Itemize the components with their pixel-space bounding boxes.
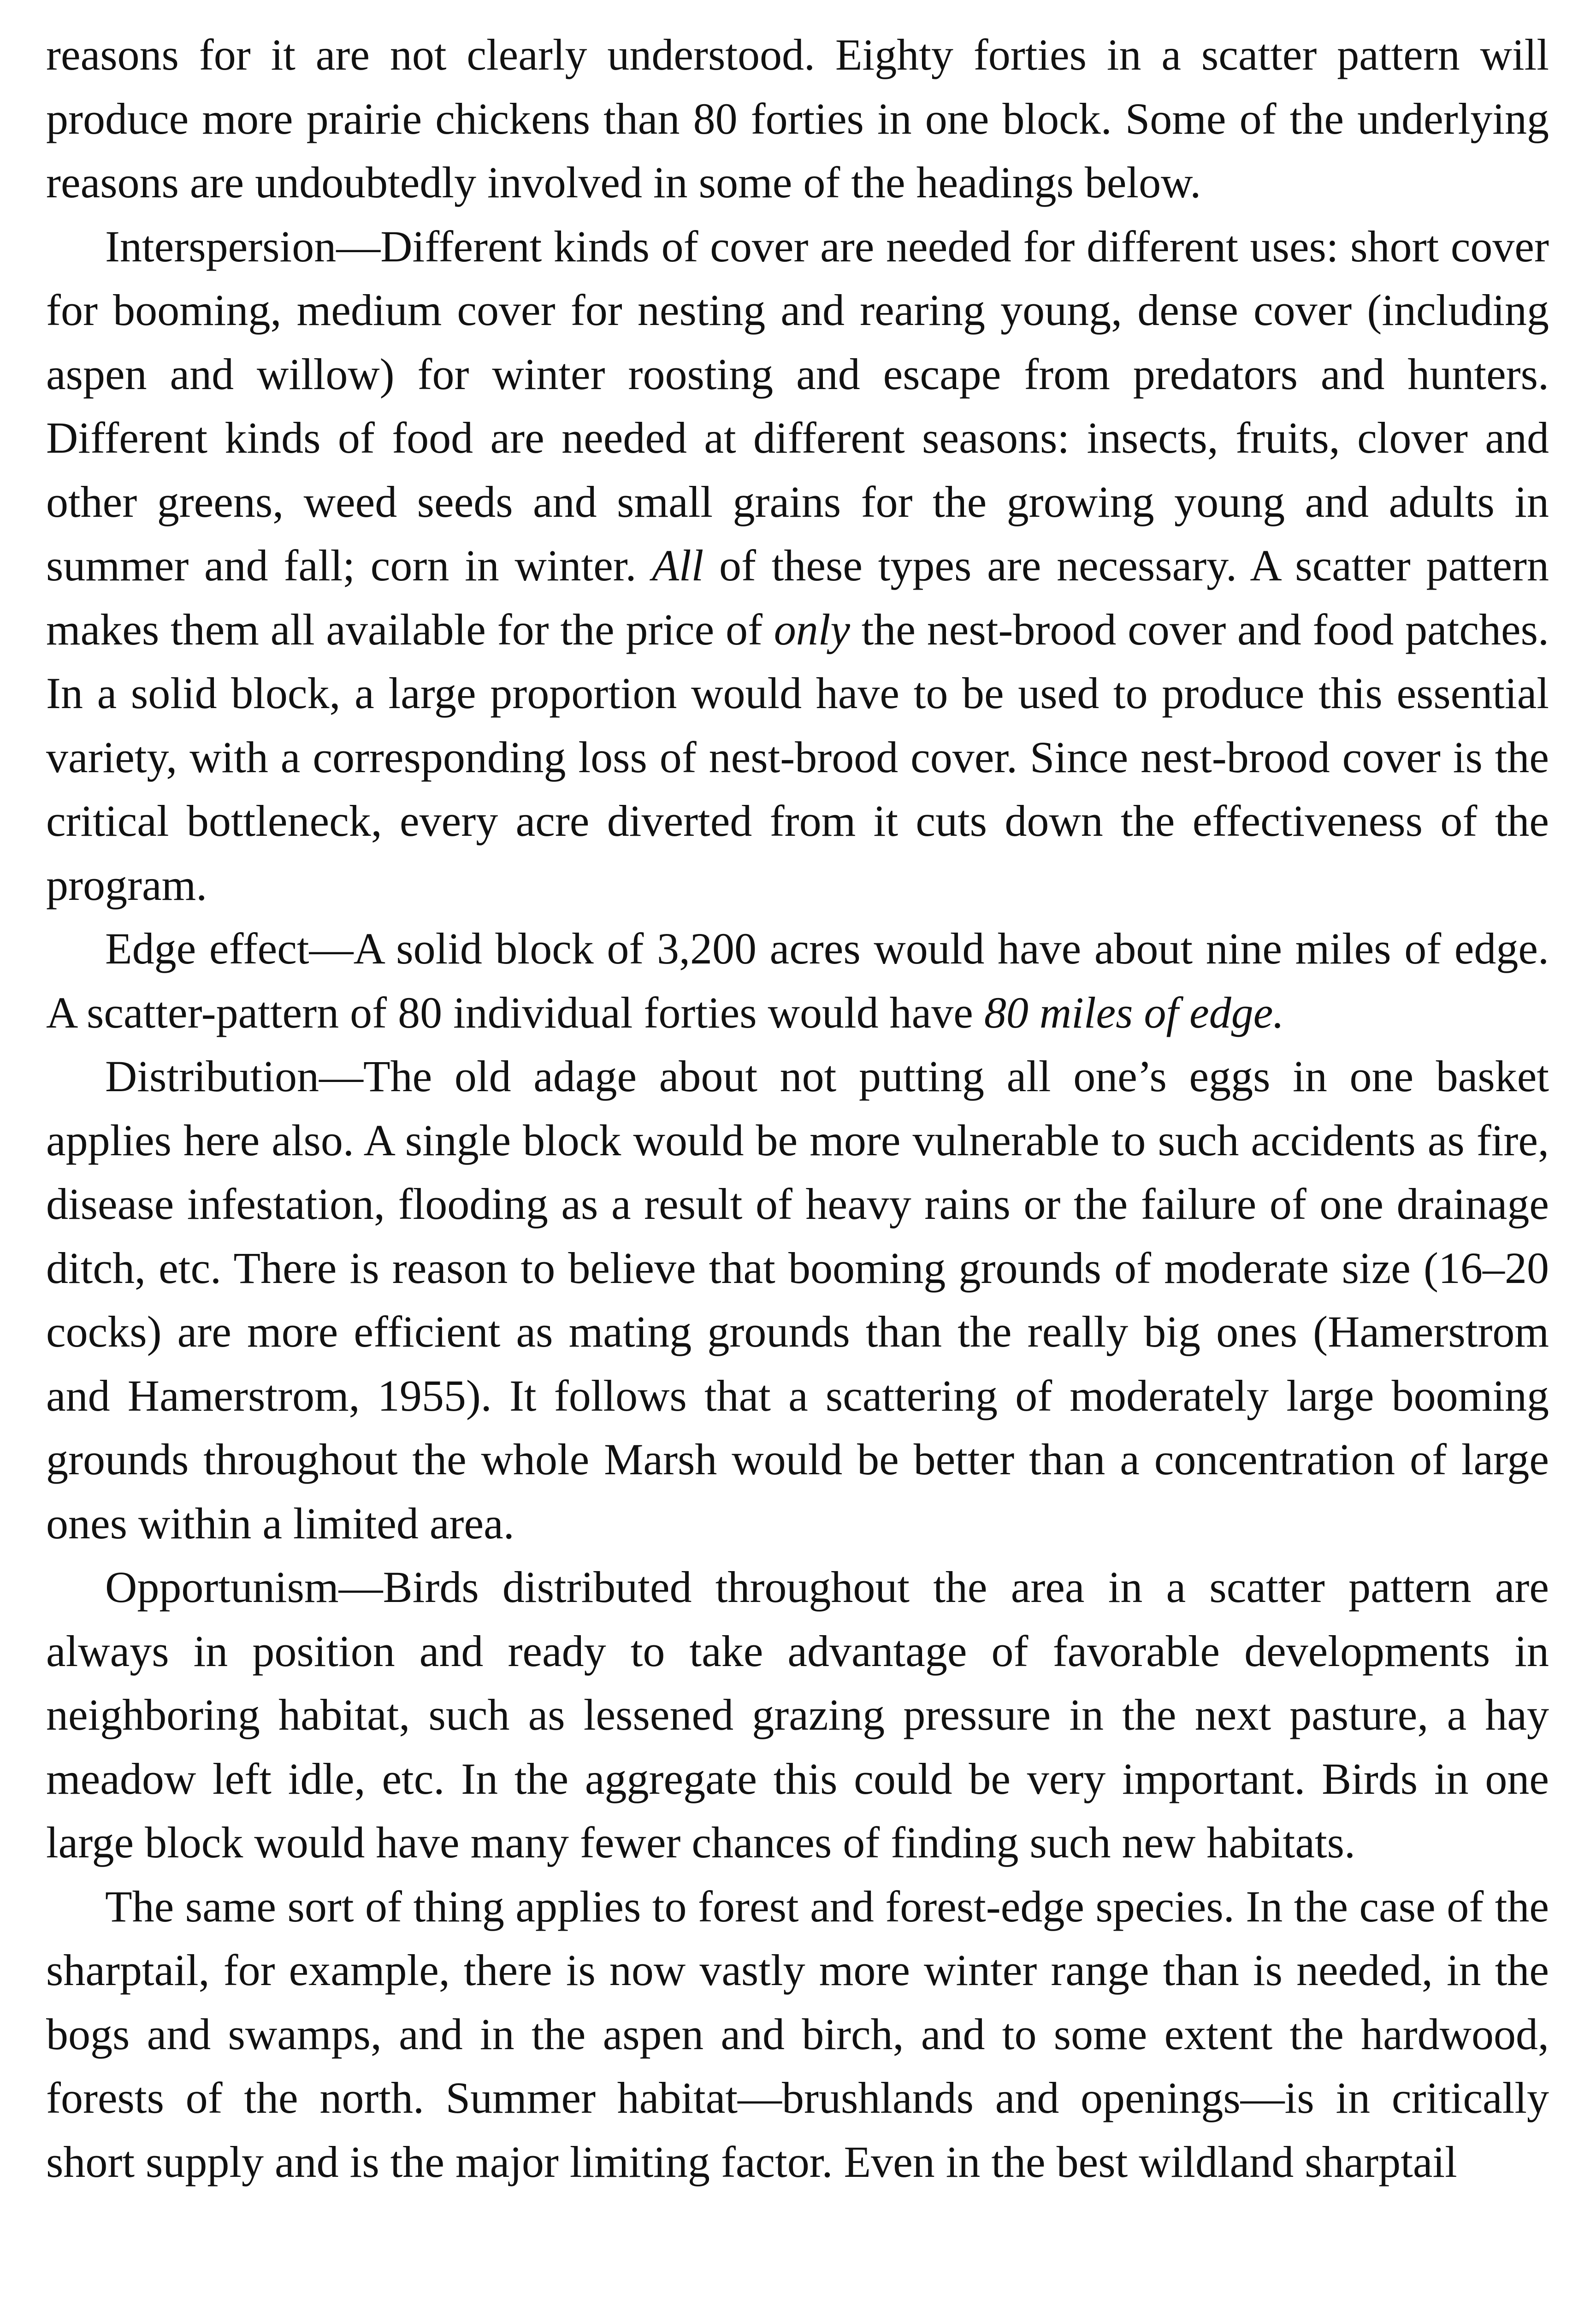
text-run: Edge effect—A solid block of 3,200 acres would have about nine miles of edge. A scatter-pattern of 80 individual forties would have	[46, 924, 1549, 1037]
text-run: Opportunism—Birds distributed throughout the area in a scatter pattern are always in position and ready to take advantage of favorable developments in neighboring habitat, such as lessened grazing pressure in the next pasture, a hay meadow left idle, etc. In the aggregate this could be very important. Birds in one large block would have many fewer chances of finding such new habitats.	[46, 1562, 1549, 1867]
text-run: Distribution—The old adage about not putting all one’s eggs in one basket applies here also. A single block would be more vulnerable to such accidents as fire, disease infestation, flooding as a result of heavy rains or the failure of one drainage ditch, etc. There is reason to believe that booming grounds of moderate size (16–20 cocks) are more efficient as mating grounds than the really big ones (Hamerstrom and Hamerstrom, 1955). It follows that a scattering of moderately large booming grounds throughout the whole Marsh would be better than a concentration of large ones within a limited area.	[46, 1052, 1549, 1548]
paragraph-p6	[46, 1875, 1549, 2194]
paragraph-p1	[46, 23, 1549, 215]
text-run: reasons for it are not clearly understood. Eighty forties in a scatter pattern will produce more prairie chickens than 80 forties in one block. Some of the underlying reasons are undoubtedly involved in some of the headings below.	[46, 30, 1549, 207]
italic-text-run: 80 miles of edge.	[984, 987, 1284, 1037]
paragraph-p5	[46, 1555, 1549, 1875]
text-run: of these types are necessary. A scatter pattern makes them all available for the price of	[46, 541, 1549, 654]
text-run: the nest-brood cover and food patches. In a solid block, a large proportion would have to be used to produce this essential variety, with a corresponding loss of nest-brood cover. Since nest-brood cover is the critical bottleneck, every acre diverted from it cuts down the effectiveness of the program.	[46, 604, 1549, 910]
body-text	[46, 23, 1549, 2194]
text-run: The same sort of thing applies to forest and forest-edge species. In the case of the sharptail, for example, there is now vastly more winter range than is needed, in the bogs and swamps, and in the aspen and birch, and to some extent the hardwood, forests of the north. Summer habitat—brushlands and openings—is in critically short supply and is the major limiting factor. Even in the best wildland sharptail	[46, 1881, 1549, 2187]
italic-text-run: All	[652, 541, 704, 590]
paragraph-p4	[46, 1045, 1549, 1555]
paragraph-p2	[46, 215, 1549, 917]
text-run: Interspersion—Different kinds of cover are needed for different uses: short cover for booming, medium cover for nesting and rearing young, dense cover (including aspen and willow) for winter roosting and escape from predators and hunters. Different kinds of food are needed at different seasons: insects, fruits, clover and other greens, weed seeds and small grains for the growing young and adults in summer and fall; corn in winter.	[46, 221, 1549, 590]
italic-text-run: only	[774, 604, 850, 654]
paragraph-p3	[46, 917, 1549, 1045]
